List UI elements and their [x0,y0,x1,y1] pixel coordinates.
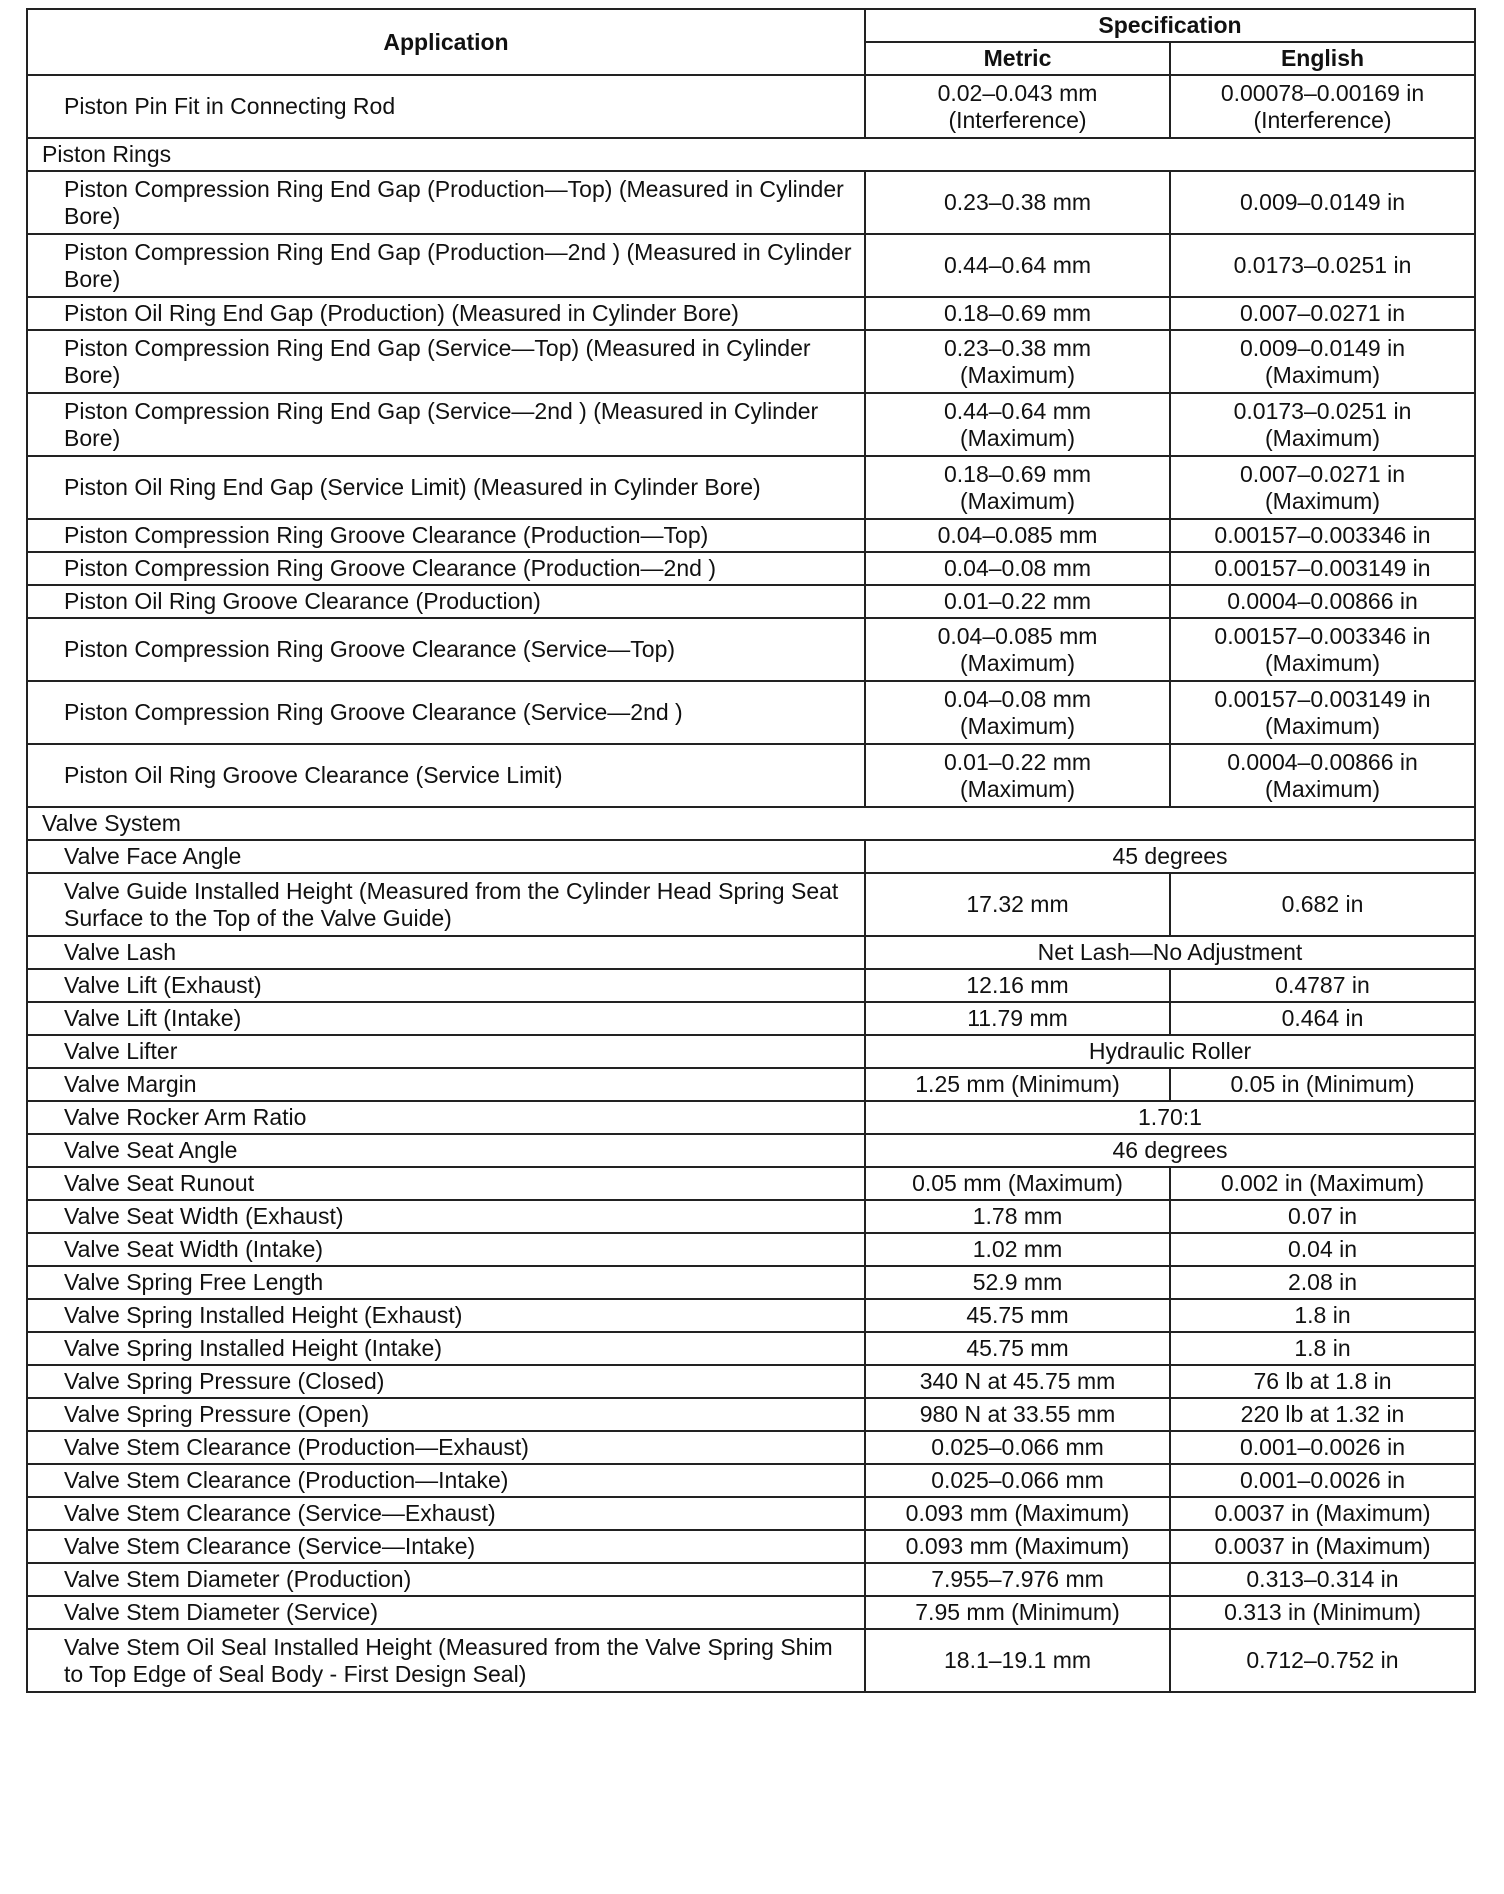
application-cell: Valve Stem Oil Seal Installed Height (Measured from the Valve Spring Shim to Top Edge of Seal Body - First Design Seal) [27,1629,865,1692]
english-cell: 0.313 in (Minimum) [1170,1596,1475,1629]
english-cell: 0.464 in [1170,1002,1475,1035]
application-cell: Valve Lifter [27,1035,865,1068]
english-cell: 0.001–0.0026 in [1170,1464,1475,1497]
table-row [27,969,1475,1002]
english-cell: 0.00157–0.003346 in [1170,519,1475,552]
application-cell: Valve Seat Runout [27,1167,865,1200]
metric-cell: 0.18–0.69 mm (Maximum) [865,456,1170,519]
english-cell: 76 lb at 1.8 in [1170,1365,1475,1398]
application-cell: Valve Spring Pressure (Open) [27,1398,865,1431]
application-cell: Piston Pin Fit in Connecting Rod [27,75,865,138]
table-row [27,1299,1475,1332]
application-cell: Valve Lift (Exhaust) [27,969,865,1002]
english-cell: 0.00157–0.003149 in [1170,552,1475,585]
specification-cell: 1.70:1 [865,1101,1475,1134]
application-cell: Valve Seat Width (Intake) [27,1233,865,1266]
application-cell: Piston Compression Ring Groove Clearance (Production—Top) [27,519,865,552]
metric-cell: 1.25 mm (Minimum) [865,1068,1170,1101]
table-row [27,330,1475,393]
table-body [27,75,1475,1692]
english-cell: 0.009–0.0149 in (Maximum) [1170,330,1475,393]
metric-cell: 17.32 mm [865,873,1170,936]
metric-cell: 1.02 mm [865,1233,1170,1266]
metric-cell: 18.1–19.1 mm [865,1629,1170,1692]
table-row [27,585,1475,618]
metric-cell: 0.01–0.22 mm [865,585,1170,618]
table-row [27,1035,1475,1068]
application-cell: Valve Spring Installed Height (Exhaust) [27,1299,865,1332]
table-row [27,552,1475,585]
table-row [27,1398,1475,1431]
metric-cell: 7.955–7.976 mm [865,1563,1170,1596]
table-row [27,1497,1475,1530]
application-cell: Piston Compression Ring End Gap (Service—2nd ) (Measured in Cylinder Bore) [27,393,865,456]
table-row [27,171,1475,234]
english-cell: 0.00157–0.003149 in (Maximum) [1170,681,1475,744]
metric-cell: 0.093 mm (Maximum) [865,1497,1170,1530]
metric-cell: 0.18–0.69 mm [865,297,1170,330]
english-cell: 0.007–0.0271 in [1170,297,1475,330]
specification-cell: 46 degrees [865,1134,1475,1167]
table-row [27,1629,1475,1692]
table-row [27,1068,1475,1101]
english-cell: 0.009–0.0149 in [1170,171,1475,234]
english-cell: 0.0037 in (Maximum) [1170,1530,1475,1563]
metric-cell: 52.9 mm [865,1266,1170,1299]
table-row [27,393,1475,456]
english-cell: 2.08 in [1170,1266,1475,1299]
metric-cell: 0.025–0.066 mm [865,1464,1170,1497]
english-cell: 220 lb at 1.32 in [1170,1398,1475,1431]
metric-cell: 0.44–0.64 mm (Maximum) [865,393,1170,456]
metric-cell: 340 N at 45.75 mm [865,1365,1170,1398]
application-cell: Piston Compression Ring Groove Clearance (Production—2nd ) [27,552,865,585]
table-row [27,1101,1475,1134]
metric-cell: 0.093 mm (Maximum) [865,1530,1170,1563]
table-row [27,1596,1475,1629]
metric-cell: 45.75 mm [865,1299,1170,1332]
section-title: Piston Rings [27,138,1475,171]
application-cell: Valve Seat Width (Exhaust) [27,1200,865,1233]
application-cell: Piston Compression Ring End Gap (Service—Top) (Measured in Cylinder Bore) [27,330,865,393]
application-cell: Valve Stem Clearance (Production—Intake) [27,1464,865,1497]
application-cell: Piston Oil Ring End Gap (Production) (Measured in Cylinder Bore) [27,297,865,330]
specification-cell: Net Lash—No Adjustment [865,936,1475,969]
english-cell: 0.07 in [1170,1200,1475,1233]
application-cell: Valve Face Angle [27,840,865,873]
table-row [27,234,1475,297]
section-title: Valve System [27,807,1475,840]
english-cell: 0.0173–0.0251 in [1170,234,1475,297]
table-row [27,1464,1475,1497]
english-cell: 0.001–0.0026 in [1170,1431,1475,1464]
section-row [27,138,1475,171]
application-cell: Piston Compression Ring Groove Clearance (Service—Top) [27,618,865,681]
section-row [27,807,1475,840]
application-cell: Piston Oil Ring Groove Clearance (Production) [27,585,865,618]
metric-cell: 0.04–0.08 mm [865,552,1170,585]
metric-cell: 0.04–0.08 mm (Maximum) [865,681,1170,744]
table-row [27,1200,1475,1233]
english-cell: 0.0004–0.00866 in [1170,585,1475,618]
application-cell: Valve Spring Installed Height (Intake) [27,1332,865,1365]
specification-cell: Hydraulic Roller [865,1035,1475,1068]
application-cell: Valve Stem Clearance (Service—Exhaust) [27,1497,865,1530]
application-cell: Valve Lift (Intake) [27,1002,865,1035]
metric-cell: 0.23–0.38 mm [865,171,1170,234]
english-cell: 0.007–0.0271 in (Maximum) [1170,456,1475,519]
english-cell: 1.8 in [1170,1299,1475,1332]
table-row [27,1332,1475,1365]
table-row [27,744,1475,807]
table-row [27,681,1475,744]
metric-cell: 7.95 mm (Minimum) [865,1596,1170,1629]
metric-cell: 0.44–0.64 mm [865,234,1170,297]
application-cell: Valve Stem Diameter (Service) [27,1596,865,1629]
english-cell: 0.682 in [1170,873,1475,936]
specification-header: Specification [865,9,1475,42]
table-row [27,1563,1475,1596]
table-row [27,1134,1475,1167]
application-header: Application [27,9,865,75]
metric-cell: 0.02–0.043 mm (Interference) [865,75,1170,138]
application-cell: Valve Spring Pressure (Closed) [27,1365,865,1398]
table-row [27,1167,1475,1200]
application-cell: Piston Compression Ring Groove Clearance (Service—2nd ) [27,681,865,744]
table-row [27,873,1475,936]
metric-cell: 11.79 mm [865,1002,1170,1035]
metric-cell: 45.75 mm [865,1332,1170,1365]
metric-cell: 0.23–0.38 mm (Maximum) [865,330,1170,393]
application-cell: Valve Stem Clearance (Service—Intake) [27,1530,865,1563]
english-cell: 0.00078–0.00169 in (Interference) [1170,75,1475,138]
english-cell: 0.313–0.314 in [1170,1563,1475,1596]
table-row [27,1431,1475,1464]
table-row [27,1233,1475,1266]
table-row [27,618,1475,681]
application-cell: Valve Stem Clearance (Production—Exhaust) [27,1431,865,1464]
metric-cell: 0.04–0.085 mm [865,519,1170,552]
application-cell: Valve Spring Free Length [27,1266,865,1299]
table-row [27,519,1475,552]
application-cell: Valve Lash [27,936,865,969]
table-header [27,9,1475,75]
application-cell: Piston Oil Ring Groove Clearance (Service Limit) [27,744,865,807]
table-row [27,1002,1475,1035]
application-cell: Valve Guide Installed Height (Measured from the Cylinder Head Spring Seat Surface to the Top of the Valve Guide) [27,873,865,936]
application-cell: Piston Compression Ring End Gap (Production—2nd ) (Measured in Cylinder Bore) [27,234,865,297]
metric-cell: 0.04–0.085 mm (Maximum) [865,618,1170,681]
metric-cell: 980 N at 33.55 mm [865,1398,1170,1431]
metric-cell: 12.16 mm [865,969,1170,1002]
table-row [27,75,1475,138]
english-cell: 1.8 in [1170,1332,1475,1365]
english-cell: 0.04 in [1170,1233,1475,1266]
english-cell: 0.4787 in [1170,969,1475,1002]
metric-header: Metric [865,42,1170,75]
english-cell: 0.05 in (Minimum) [1170,1068,1475,1101]
application-cell: Valve Stem Diameter (Production) [27,1563,865,1596]
metric-cell: 0.05 mm (Maximum) [865,1167,1170,1200]
english-cell: 0.0004–0.00866 in (Maximum) [1170,744,1475,807]
application-cell: Piston Compression Ring End Gap (Production—Top) (Measured in Cylinder Bore) [27,171,865,234]
spec-table [26,8,1476,1693]
english-cell: 0.712–0.752 in [1170,1629,1475,1692]
metric-cell: 1.78 mm [865,1200,1170,1233]
english-cell: 0.002 in (Maximum) [1170,1167,1475,1200]
application-cell: Valve Rocker Arm Ratio [27,1101,865,1134]
english-cell: 0.0173–0.0251 in (Maximum) [1170,393,1475,456]
english-cell: 0.00157–0.003346 in (Maximum) [1170,618,1475,681]
metric-cell: 0.025–0.066 mm [865,1431,1170,1464]
table-row [27,1530,1475,1563]
header-row-top [27,9,1475,42]
specification-cell: 45 degrees [865,840,1475,873]
table-row [27,840,1475,873]
table-row [27,456,1475,519]
application-cell: Valve Margin [27,1068,865,1101]
table-row [27,936,1475,969]
table-row [27,1266,1475,1299]
english-header: English [1170,42,1475,75]
metric-cell: 0.01–0.22 mm (Maximum) [865,744,1170,807]
table-row [27,1365,1475,1398]
application-cell: Piston Oil Ring End Gap (Service Limit) (Measured in Cylinder Bore) [27,456,865,519]
table-row [27,297,1475,330]
english-cell: 0.0037 in (Maximum) [1170,1497,1475,1530]
application-cell: Valve Seat Angle [27,1134,865,1167]
